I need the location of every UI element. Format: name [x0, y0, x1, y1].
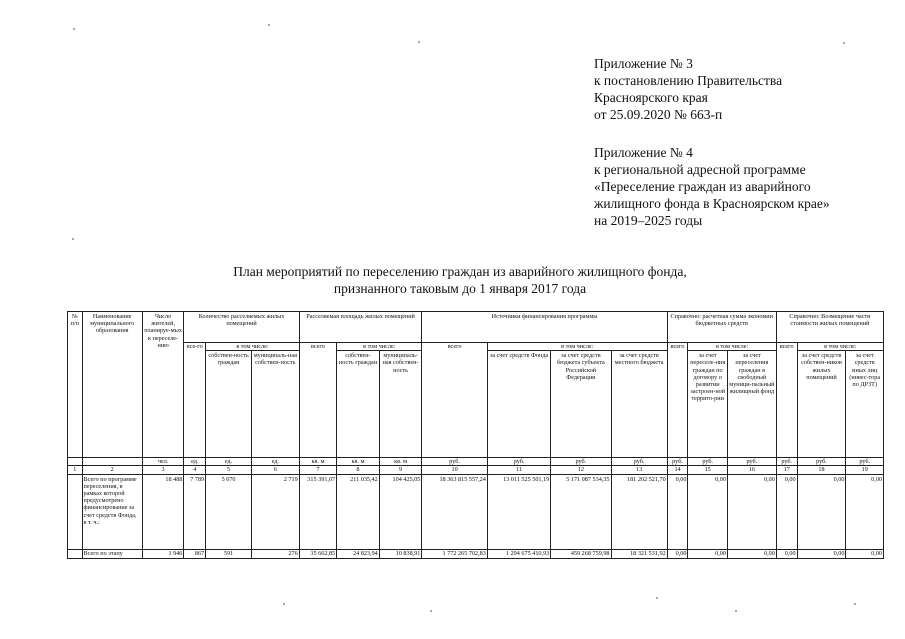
scan-speck: [843, 42, 845, 44]
header-own-citizens-area: собствен-ность граждан: [337, 351, 380, 458]
row-value: 13 011 525 501,19: [487, 474, 550, 549]
header-no: № п/п: [68, 312, 83, 458]
row-value: 1 772 265 702,83: [422, 549, 487, 558]
row-value: 18 321 531,92: [611, 549, 667, 558]
title-line: План мероприятий по переселению граждан из аварийного жилищного фонда,: [233, 264, 687, 279]
header-incl: в том числе:: [797, 343, 883, 351]
row-value: 7 789: [184, 474, 206, 549]
column-number: 9: [379, 466, 422, 474]
title-line: признанного таковым до 1 января 2017 года: [333, 281, 587, 296]
column-number: 6: [251, 466, 299, 474]
row-value: 104 425,05: [379, 474, 422, 549]
row-value: 0,00: [727, 474, 776, 549]
scan-speck: [73, 28, 75, 30]
header-row: [68, 343, 884, 351]
unit-cell: руб.: [551, 458, 611, 466]
header-area: Расселяемая площадь жилых помещений: [299, 312, 422, 343]
row-value: 315 391,07: [299, 474, 336, 549]
header-own-municipal-area: муниципаль-ная собствен-ность: [379, 351, 422, 458]
unit-cell: ед.: [251, 458, 299, 466]
column-number: 10: [422, 466, 487, 474]
page-title: [140, 263, 780, 297]
unit-cell: ед.: [206, 458, 252, 466]
unit-cell: руб.: [776, 458, 797, 466]
unit-cell: руб.: [487, 458, 550, 466]
row-no: [68, 474, 83, 549]
column-number: 17: [776, 466, 797, 474]
header-row: [68, 312, 884, 343]
header-savings: Справочно: расчетная сумма экономии бюджетных средств: [667, 312, 776, 343]
header-savings-total: всего: [667, 343, 688, 458]
header-own-citizens: собствен-ность граждан: [206, 351, 252, 458]
row-name: Всего по этапу: [82, 549, 142, 558]
unit-cell: руб.: [797, 458, 846, 466]
column-number: 3: [142, 466, 184, 474]
unit-cell: кв. м: [379, 458, 422, 466]
column-number: 18: [797, 466, 846, 474]
column-number: 8: [337, 466, 380, 474]
row-value: 181 202 521,70: [611, 474, 667, 549]
header-regional-budget: за счет средств бюджета субъекта Российской Федерации: [551, 351, 611, 458]
header-incl: в том числе:: [688, 343, 776, 351]
scan-speck: [418, 41, 420, 43]
attachment-3-line: к постановлению Правительства: [594, 73, 783, 88]
column-number: 1: [68, 466, 83, 474]
unit-cell: руб.: [846, 458, 884, 466]
header-rooms-count: Количество расселяемых жилых помещений: [184, 312, 299, 343]
row-value: 0,00: [667, 474, 688, 549]
header-dev-contract: за счет переселе-ния граждан по договору о развитии застроен-ной террито-рии: [688, 351, 727, 458]
resettlement-plan-table: [67, 311, 884, 559]
table-row: [68, 549, 884, 558]
row-value: 1 294 675 410,93: [487, 549, 550, 558]
row-value: 1 946: [142, 549, 184, 558]
column-number: 14: [667, 466, 688, 474]
row-value: 24 823,94: [337, 549, 380, 558]
column-number: 13: [611, 466, 667, 474]
row-value: 0,00: [688, 474, 727, 549]
row-value: 2 719: [251, 474, 299, 549]
header-owners-funds: за счет средств собствен-ников жилых помещений: [797, 351, 846, 458]
row-value: 211 035,42: [337, 474, 380, 549]
row-value: 0,00: [797, 549, 846, 558]
row-value: 0,00: [846, 474, 884, 549]
scan-speck: [430, 610, 432, 612]
column-number: 19: [846, 466, 884, 474]
attachment-4-line: на 2019–2025 годы: [594, 213, 703, 228]
row-value: 5 070: [206, 474, 252, 549]
row-value: 35 662,85: [299, 549, 336, 558]
row-value: 0,00: [776, 549, 797, 558]
header-compensation: Справочно: Возмещение части стоимости жилых помещений: [776, 312, 883, 343]
header-municipality: Наименование муниципального образования: [82, 312, 142, 458]
header-incl: в том числе:: [206, 343, 300, 351]
header-incl: в том числе:: [487, 343, 667, 351]
row-name: Всего по программе переселения, в рамках которой предусмотрено финансирование за счет средств Фонда, в т. ч.:: [82, 474, 142, 549]
header-funding-total: всего: [422, 343, 487, 458]
header-rooms-total: все-го: [184, 343, 206, 458]
unit-cell: руб.: [611, 458, 667, 466]
header-free-municipal: за счет переселения граждан в свободный муници-пальный жилищный фонд: [727, 351, 776, 458]
scan-speck: [656, 597, 658, 599]
attachment-4-line: жилищного фонда в Красноярском крае»: [594, 196, 830, 211]
column-number: 7: [299, 466, 336, 474]
attachment-3-line: Приложение № 3: [594, 56, 693, 71]
row-value: 591: [206, 549, 252, 558]
header-other-persons: за счет средств иных лиц (инвес-тора по ДРЗТ): [846, 351, 884, 458]
column-number: 12: [551, 466, 611, 474]
unit-cell: кв. м: [337, 458, 380, 466]
row-value: 276: [251, 549, 299, 558]
attachment-4-line: к региональной адресной программе: [594, 162, 806, 177]
unit-cell: чел.: [142, 458, 184, 466]
column-number: 15: [688, 466, 727, 474]
row-value: 10 838,91: [379, 549, 422, 558]
row-value: 0,00: [846, 549, 884, 558]
row-value: 0,00: [776, 474, 797, 549]
header-funding: Источники финансирования программы: [422, 312, 667, 343]
attachment-4-block: [594, 144, 830, 229]
attachment-4-line: «Переселение граждан из аварийного: [594, 179, 811, 194]
units-row: [68, 458, 884, 466]
column-number: 5: [206, 466, 252, 474]
unit-cell: кв. м: [299, 458, 336, 466]
attachment-3-block: [594, 55, 782, 123]
attachment-3-line: Красноярского края: [594, 90, 708, 105]
row-value: 18 488: [142, 474, 184, 549]
row-value: 0,00: [797, 474, 846, 549]
row-value: 5 171 087 534,35: [551, 474, 611, 549]
unit-cell: [82, 458, 142, 466]
row-value: 0,00: [667, 549, 688, 558]
unit-cell: руб.: [667, 458, 688, 466]
unit-cell: руб.: [727, 458, 776, 466]
column-numbers-row: [68, 466, 884, 474]
unit-cell: руб.: [422, 458, 487, 466]
header-compensation-total: всего: [776, 343, 797, 458]
column-number: 4: [184, 466, 206, 474]
attachment-4-line: Приложение № 4: [594, 145, 693, 160]
column-number: 2: [82, 466, 142, 474]
table-row: [68, 474, 884, 549]
scan-speck: [283, 603, 285, 605]
row-no: [68, 549, 83, 558]
scan-speck: [735, 610, 737, 612]
row-value: 0,00: [727, 549, 776, 558]
header-area-total: всего: [299, 343, 336, 458]
unit-cell: ед.: [184, 458, 206, 466]
column-number: 16: [727, 466, 776, 474]
row-value: 18 363 815 557,24: [422, 474, 487, 549]
row-value: 0,00: [688, 549, 727, 558]
header-residents: Число жителей, планируе-мых к переселе-нию: [142, 312, 184, 458]
attachment-3-line: от 25.09.2020 № 663-п: [594, 107, 723, 122]
column-number: 11: [487, 466, 550, 474]
row-value: 867: [184, 549, 206, 558]
header-own-municipal: муниципаль-ная собствен-ность: [251, 351, 299, 458]
unit-cell: руб.: [688, 458, 727, 466]
scan-speck: [268, 24, 270, 26]
header-incl: в том числе:: [337, 343, 422, 351]
unit-cell: [68, 458, 83, 466]
scan-speck: [72, 238, 74, 240]
row-value: 459 268 759,98: [551, 549, 611, 558]
header-local-budget: за счет средств местного бюджета: [611, 351, 667, 458]
header-fund: за счет средств Фонда: [487, 351, 550, 458]
scan-speck: [854, 603, 856, 605]
